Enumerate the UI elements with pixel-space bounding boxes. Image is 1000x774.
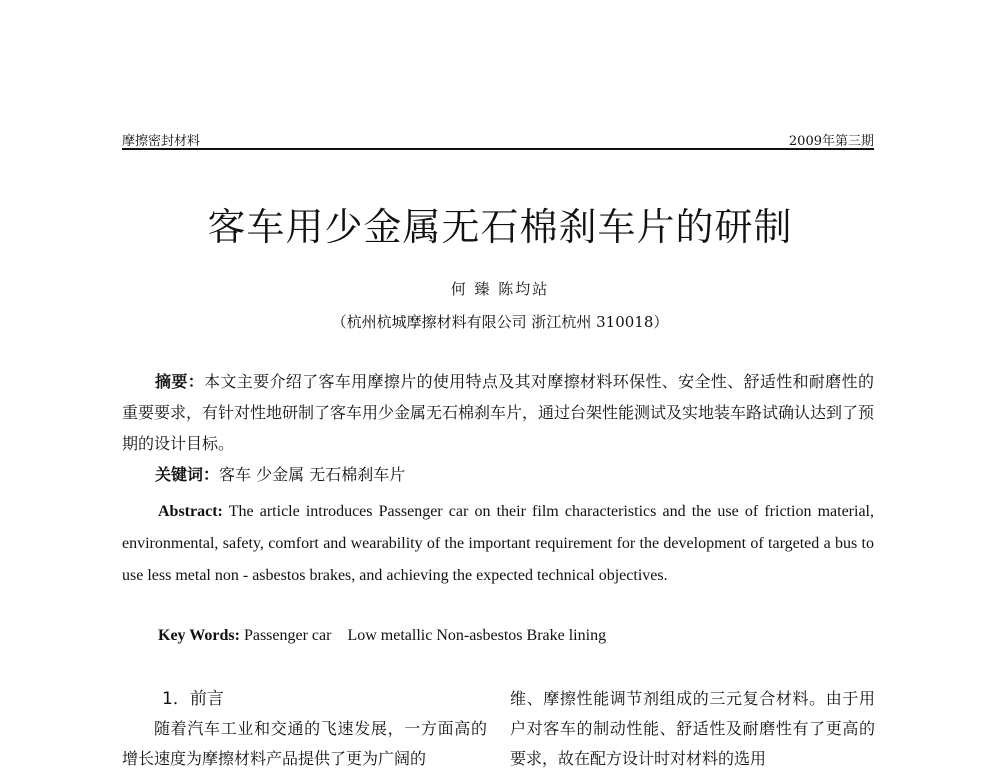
body-paragraph-left: 随着汽车工业和交通的飞速发展，一方面高的增长速度为摩擦材料产品提供了更为广阔的 xyxy=(122,719,487,768)
keywords-english xyxy=(158,627,606,645)
running-header xyxy=(122,130,874,148)
issue-number: 2009年第三期 xyxy=(788,134,874,149)
paper-title: 客车用少金属无石棉刹车片的研制 xyxy=(207,205,793,249)
journal-name: 摩擦密封材料 xyxy=(122,134,201,149)
abstract-english xyxy=(122,496,874,592)
abstract-chinese xyxy=(122,366,874,459)
keywords-chinese xyxy=(155,462,405,485)
section-heading: 1．前言 xyxy=(162,689,224,709)
abstract-cn-label: 摘要： xyxy=(155,372,205,391)
header-rule xyxy=(122,148,874,150)
body-column-left xyxy=(122,684,487,774)
keywords-en-text: Passenger car Low metallic Non-asbestos Brake lining xyxy=(239,627,607,644)
keywords-en-label: Key Words: xyxy=(158,627,240,644)
abstract-en-label: Abstract: xyxy=(158,503,223,520)
keywords-cn-label: 关键词： xyxy=(155,465,220,484)
authors: 何 臻 陈均站 xyxy=(450,280,550,298)
abstract-en-text: The article introduces Passenger car on their film characteristics and the use of friction material, environmental, safety, comfort and wearability of the important requirement for the development of targeted a bus to use less metal non - asbestos brakes, and achieving the expected technical objectives. xyxy=(122,503,874,584)
body-paragraph-right: 维、摩擦性能调节剂组成的三元复合材料。由于用户对客车的制动性能、舒适性及耐磨性有了更高的要求，故在配方设计时对材料的选用 xyxy=(510,689,875,768)
keywords-cn-text: 客车 少金属 无石棉刹车片 xyxy=(219,465,406,484)
abstract-cn-text: 本文主要介绍了客车用摩擦片的使用特点及其对摩擦材料环保性、安全性、舒适性和耐磨性的重要要求，有针对性地研制了客车用少金属无石棉刹车片，通过台架性能测试及实地装车路试确认达到了预期的设计目标。 xyxy=(122,372,875,453)
body-column-right xyxy=(510,684,875,774)
affiliation: （杭州杭城摩擦材料有限公司 浙江杭州 310018） xyxy=(331,313,669,331)
